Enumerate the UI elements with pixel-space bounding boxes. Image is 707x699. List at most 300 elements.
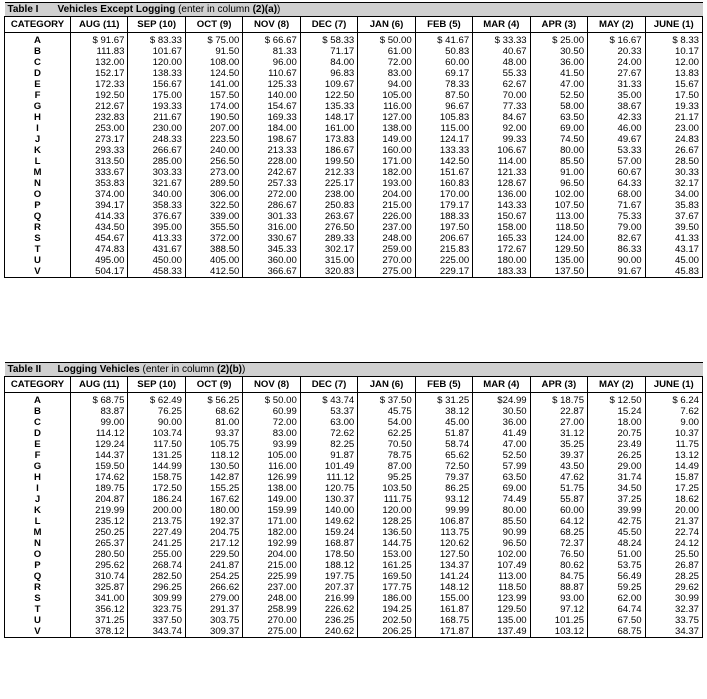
table-row (5, 615, 703, 626)
amount-cell: $ 37.50 (358, 393, 415, 407)
amount-cell: 63.50 (530, 112, 587, 123)
amount-cell: 109.67 (300, 79, 357, 90)
amount-cell: 270.00 (358, 255, 415, 266)
amount-cell: 52.50 (473, 450, 530, 461)
table-note-prefix: (enter in column (142, 364, 218, 375)
category-cell: F (5, 450, 71, 461)
table-row (5, 101, 703, 112)
amount-cell: 91.00 (530, 167, 587, 178)
amount-cell: 289.33 (300, 233, 357, 244)
amount-cell: $ 66.67 (243, 33, 300, 47)
amount-cell: 229.50 (185, 549, 242, 560)
amount-cell: $ 18.75 (530, 393, 587, 407)
category-cell: I (5, 123, 71, 134)
category-cell: J (5, 134, 71, 145)
amount-cell: 149.62 (300, 516, 357, 527)
amount-cell: 168.75 (415, 615, 472, 626)
amount-cell: 240.62 (300, 626, 357, 638)
amount-cell: 248.33 (128, 134, 185, 145)
table-row (5, 527, 703, 538)
amount-cell: 23.00 (645, 123, 702, 134)
amount-cell: 118.50 (473, 582, 530, 593)
amount-cell: 111.75 (358, 494, 415, 505)
table-header-row (5, 17, 703, 33)
table-row (5, 461, 703, 472)
amount-cell: 40.67 (473, 46, 530, 57)
amount-cell: 91.67 (588, 266, 645, 278)
amount-cell: 199.50 (300, 156, 357, 167)
amount-cell: 148.12 (415, 582, 472, 593)
amount-cell: 137.50 (530, 266, 587, 278)
amount-cell: 55.87 (530, 494, 587, 505)
amount-cell: 93.00 (530, 593, 587, 604)
amount-cell: 289.50 (185, 178, 242, 189)
amount-cell: 434.50 (71, 222, 128, 233)
amount-cell: 103.12 (530, 626, 587, 638)
amount-cell: 266.67 (128, 145, 185, 156)
amount-cell: 180.00 (185, 505, 242, 516)
amount-cell: 99.00 (71, 417, 128, 428)
amount-cell: 54.00 (358, 417, 415, 428)
category-cell: V (5, 626, 71, 638)
table-row (5, 538, 703, 549)
amount-cell: 296.25 (128, 582, 185, 593)
amount-cell: 37.25 (588, 494, 645, 505)
amount-cell: 241.87 (185, 560, 242, 571)
amount-cell: 183.33 (473, 266, 530, 278)
amount-cell: 51.00 (588, 549, 645, 560)
amount-cell: 24.00 (588, 57, 645, 68)
amount-cell: 27.67 (588, 68, 645, 79)
category-cell: T (5, 604, 71, 615)
category-cell: N (5, 538, 71, 549)
amount-cell: 153.00 (358, 549, 415, 560)
table-note (143, 364, 246, 375)
amount-cell: 206.67 (415, 233, 472, 244)
column-header: JAN (6) (358, 17, 415, 33)
table-row (5, 560, 703, 571)
amount-cell: 143.33 (473, 200, 530, 211)
category-cell: U (5, 255, 71, 266)
amount-cell: 161.87 (415, 604, 472, 615)
amount-cell: 62.00 (588, 593, 645, 604)
amount-cell: 171.00 (243, 516, 300, 527)
amount-cell: 29.00 (588, 461, 645, 472)
amount-cell: 207.00 (185, 123, 242, 134)
table-row (5, 494, 703, 505)
amount-cell: 75.33 (588, 211, 645, 222)
table-row (5, 604, 703, 615)
category-cell: J (5, 494, 71, 505)
amount-cell: 194.25 (358, 604, 415, 615)
amount-cell: 63.50 (473, 472, 530, 483)
amount-cell: 35.00 (588, 90, 645, 101)
amount-cell: 175.00 (128, 90, 185, 101)
amount-cell: 156.67 (128, 79, 185, 90)
amount-cell: 227.49 (128, 527, 185, 538)
amount-cell: 388.50 (185, 244, 242, 255)
amount-cell: 337.50 (128, 615, 185, 626)
amount-cell: 135.00 (530, 255, 587, 266)
amount-cell: 32.17 (645, 178, 702, 189)
amount-cell: 257.33 (243, 178, 300, 189)
amount-cell: 79.37 (415, 472, 472, 483)
amount-cell: 345.33 (243, 244, 300, 255)
amount-cell: 129.50 (473, 604, 530, 615)
table-row (5, 79, 703, 90)
column-header: AUG (11) (71, 377, 128, 393)
amount-cell: 105.00 (358, 90, 415, 101)
amount-cell: 96.67 (415, 101, 472, 112)
amount-cell: 10.37 (645, 428, 702, 439)
amount-cell: 158.00 (473, 222, 530, 233)
amount-cell: 36.00 (530, 57, 587, 68)
amount-cell: 77.33 (473, 101, 530, 112)
category-cell: R (5, 582, 71, 593)
amount-cell: 101.25 (530, 615, 587, 626)
amount-cell: 93.37 (185, 428, 242, 439)
amount-cell: 13.83 (645, 68, 702, 79)
amount-cell: 138.33 (128, 68, 185, 79)
category-cell: H (5, 472, 71, 483)
amount-cell: 15.24 (588, 406, 645, 417)
table-row (5, 145, 703, 156)
amount-cell: 45.50 (588, 527, 645, 538)
amount-cell: 90.00 (588, 255, 645, 266)
amount-cell: 115.00 (415, 123, 472, 134)
category-cell: S (5, 233, 71, 244)
amount-cell: 34.00 (645, 189, 702, 200)
amount-cell: 353.83 (71, 178, 128, 189)
amount-cell: 45.00 (645, 255, 702, 266)
amount-cell: 74.49 (473, 494, 530, 505)
amount-cell: 127.50 (415, 549, 472, 560)
amount-cell: 124.00 (530, 233, 587, 244)
amount-cell: 55.33 (473, 68, 530, 79)
amount-cell: $ 91.67 (71, 33, 128, 47)
amount-cell: 174.62 (71, 472, 128, 483)
amount-cell: 72.00 (358, 57, 415, 68)
amount-cell: 303.75 (185, 615, 242, 626)
amount-cell: 155.00 (415, 593, 472, 604)
amount-cell: 148.17 (300, 112, 357, 123)
amount-cell: 91.50 (185, 46, 242, 57)
amount-cell: 70.50 (358, 439, 415, 450)
amount-cell: 30.99 (645, 593, 702, 604)
amount-cell: 41.49 (473, 428, 530, 439)
amount-cell: 225.17 (300, 178, 357, 189)
amount-cell: 10.17 (645, 46, 702, 57)
amount-cell: 15.87 (645, 472, 702, 483)
category-cell: I (5, 483, 71, 494)
amount-cell: 81.33 (243, 46, 300, 57)
amount-cell: $ 50.00 (358, 33, 415, 47)
amount-cell: 130.50 (185, 461, 242, 472)
amount-cell: 414.33 (71, 211, 128, 222)
table-label: Table II (7, 364, 42, 375)
amount-cell: 360.00 (243, 255, 300, 266)
amount-cell: 31.12 (530, 428, 587, 439)
amount-cell: 21.37 (645, 516, 702, 527)
table-note-column: (2)(b) (217, 364, 243, 375)
amount-cell: 88.87 (530, 582, 587, 593)
amount-cell: 159.99 (243, 505, 300, 516)
amount-cell: 170.00 (415, 189, 472, 200)
amount-cell: $ 68.75 (71, 393, 128, 407)
amount-cell: 64.12 (530, 516, 587, 527)
amount-cell: 7.62 (645, 406, 702, 417)
amount-cell: 95.25 (358, 472, 415, 483)
amount-cell: 68.25 (530, 527, 587, 538)
amount-cell: 86.33 (588, 244, 645, 255)
amount-cell: 204.00 (358, 189, 415, 200)
amount-cell: 313.50 (71, 156, 128, 167)
amount-cell: 24.12 (645, 538, 702, 549)
table-row (5, 123, 703, 134)
table-row (5, 516, 703, 527)
column-header: MAY (2) (588, 17, 645, 33)
amount-cell: 242.67 (243, 167, 300, 178)
amount-cell: 107.50 (530, 200, 587, 211)
amount-cell: 34.37 (645, 626, 702, 638)
amount-cell: 57.99 (473, 461, 530, 472)
amount-cell: 142.87 (185, 472, 242, 483)
amount-cell: 129.50 (530, 244, 587, 255)
amount-cell: 306.00 (185, 189, 242, 200)
amount-cell: 376.67 (128, 211, 185, 222)
amount-cell: 72.37 (530, 538, 587, 549)
amount-cell: 99.99 (415, 505, 472, 516)
amount-cell: 105.83 (415, 112, 472, 123)
amount-cell: 309.99 (128, 593, 185, 604)
amount-cell: 495.00 (71, 255, 128, 266)
amount-cell: 333.67 (71, 167, 128, 178)
amount-cell: $ 50.00 (243, 393, 300, 407)
amount-cell: 301.33 (243, 211, 300, 222)
amount-cell: 47.62 (530, 472, 587, 483)
amount-cell: 173.83 (300, 134, 357, 145)
amount-cell: 9.00 (645, 417, 702, 428)
amount-cell: 215.00 (243, 560, 300, 571)
amount-cell: 131.25 (128, 450, 185, 461)
amount-cell: 186.67 (300, 145, 357, 156)
amount-cell: 356.12 (71, 604, 128, 615)
table-row (5, 571, 703, 582)
amount-cell: 17.25 (645, 483, 702, 494)
amount-cell: 374.00 (71, 189, 128, 200)
amount-cell: 172.33 (71, 79, 128, 90)
table-row (5, 134, 703, 145)
amount-cell: 103.74 (128, 428, 185, 439)
amount-cell: 105.00 (243, 450, 300, 461)
amount-cell: 82.25 (300, 439, 357, 450)
amount-cell: 92.00 (473, 123, 530, 134)
amount-cell: 235.12 (71, 516, 128, 527)
amount-cell: 96.50 (473, 538, 530, 549)
amount-cell: 111.83 (71, 46, 128, 57)
table-row (5, 68, 703, 79)
column-header: MAR (4) (473, 17, 530, 33)
amount-cell: 167.62 (185, 494, 242, 505)
amount-cell: 144.99 (128, 461, 185, 472)
amount-cell: 41.50 (530, 68, 587, 79)
table-row (5, 626, 703, 638)
amount-cell: 225.99 (243, 571, 300, 582)
amount-cell: 219.99 (71, 505, 128, 516)
category-cell: L (5, 156, 71, 167)
amount-cell: $ 43.74 (300, 393, 357, 407)
amount-cell: 132.00 (71, 57, 128, 68)
amount-cell: 52.50 (530, 90, 587, 101)
amount-cell: 275.00 (358, 266, 415, 278)
category-cell: D (5, 68, 71, 79)
amount-cell: 186.24 (128, 494, 185, 505)
table-title-row (5, 363, 703, 377)
table-row (5, 406, 703, 417)
category-cell: T (5, 244, 71, 255)
amount-cell: 32.37 (645, 604, 702, 615)
column-header: SEP (10) (128, 377, 185, 393)
amount-cell: 84.67 (473, 112, 530, 123)
amount-cell: 114.00 (473, 156, 530, 167)
category-cell: B (5, 406, 71, 417)
amount-cell: 76.25 (128, 406, 185, 417)
amount-cell: 128.67 (473, 178, 530, 189)
amount-cell: 31.74 (588, 472, 645, 483)
table-row (5, 156, 703, 167)
amount-cell: 68.00 (588, 189, 645, 200)
amount-cell: 22.87 (530, 406, 587, 417)
amount-cell: 90.00 (128, 417, 185, 428)
amount-cell: 87.00 (358, 461, 415, 472)
column-header: MAR (4) (473, 377, 530, 393)
amount-cell: 97.12 (530, 604, 587, 615)
amount-cell: 160.00 (358, 145, 415, 156)
amount-cell: 135.00 (473, 615, 530, 626)
amount-cell: 93.99 (243, 439, 300, 450)
amount-cell: 42.75 (588, 516, 645, 527)
amount-cell: 135.33 (300, 101, 357, 112)
amount-cell: 189.75 (71, 483, 128, 494)
amount-cell: 255.00 (128, 549, 185, 560)
amount-cell: 47.00 (473, 439, 530, 450)
amount-cell: 83.87 (71, 406, 128, 417)
amount-cell: 28.50 (645, 156, 702, 167)
amount-cell: 21.17 (645, 112, 702, 123)
amount-cell: 121.33 (473, 167, 530, 178)
category-cell: Q (5, 571, 71, 582)
amount-cell: $ 31.25 (415, 393, 472, 407)
amount-cell: 197.75 (300, 571, 357, 582)
table-row (5, 90, 703, 101)
amount-cell: 504.17 (71, 266, 128, 278)
amount-cell: 20.00 (645, 505, 702, 516)
category-cell: R (5, 222, 71, 233)
amount-cell: 371.25 (71, 615, 128, 626)
amount-cell: 106.87 (415, 516, 472, 527)
amount-cell: 106.67 (473, 145, 530, 156)
amount-cell: 26.67 (645, 145, 702, 156)
table-row (5, 266, 703, 278)
amount-cell: 250.83 (300, 200, 357, 211)
category-cell: V (5, 266, 71, 278)
amount-cell: 200.00 (128, 505, 185, 516)
column-header: NOV (8) (243, 377, 300, 393)
amount-cell: 103.50 (358, 483, 415, 494)
amount-cell: 206.25 (358, 626, 415, 638)
amount-cell: 161.25 (358, 560, 415, 571)
table-title: Vehicles Except Logging (57, 4, 176, 15)
table-row (5, 393, 703, 407)
amount-cell: 202.50 (358, 615, 415, 626)
amount-cell: 116.00 (358, 101, 415, 112)
amount-cell: 35.25 (530, 439, 587, 450)
amount-cell: 240.00 (185, 145, 242, 156)
amount-cell: 128.25 (358, 516, 415, 527)
amount-cell: 341.00 (71, 593, 128, 604)
amount-cell: 144.37 (71, 450, 128, 461)
amount-cell: 120.75 (300, 483, 357, 494)
amount-cell: 237.00 (358, 222, 415, 233)
amount-cell: $24.99 (473, 393, 530, 407)
amount-cell: 13.12 (645, 450, 702, 461)
amount-cell: 150.67 (473, 211, 530, 222)
amount-cell: 263.67 (300, 211, 357, 222)
amount-cell: 134.37 (415, 560, 472, 571)
category-cell: G (5, 101, 71, 112)
amount-cell: 56.49 (588, 571, 645, 582)
amount-cell: 84.75 (530, 571, 587, 582)
amount-cell: 458.33 (128, 266, 185, 278)
amount-cell: 38.67 (588, 101, 645, 112)
amount-cell: 142.50 (415, 156, 472, 167)
amount-cell: 226.62 (300, 604, 357, 615)
amount-cell: 303.33 (128, 167, 185, 178)
amount-cell: 343.74 (128, 626, 185, 638)
amount-cell: 30.33 (645, 167, 702, 178)
category-cell: U (5, 615, 71, 626)
amount-cell: 279.00 (185, 593, 242, 604)
amount-cell: $ 6.24 (645, 393, 702, 407)
amount-cell: 310.74 (71, 571, 128, 582)
amount-cell: 17.50 (645, 90, 702, 101)
amount-cell: $ 75.00 (185, 33, 242, 47)
table-row (5, 222, 703, 233)
amount-cell: 275.00 (243, 626, 300, 638)
amount-cell: 248.00 (358, 233, 415, 244)
amount-cell: 51.87 (415, 428, 472, 439)
column-header: JAN (6) (358, 377, 415, 393)
category-cell: K (5, 145, 71, 156)
column-header: CATEGORY (5, 377, 71, 393)
amount-cell: 63.00 (300, 417, 357, 428)
amount-cell: 107.49 (473, 560, 530, 571)
table-title-row (5, 3, 703, 17)
amount-cell: 101.67 (128, 46, 185, 57)
amount-cell: 113.00 (473, 571, 530, 582)
amount-cell: 127.00 (358, 112, 415, 123)
amount-cell: 192.37 (185, 516, 242, 527)
table-row (5, 255, 703, 266)
amount-cell: 204.00 (243, 549, 300, 560)
amount-cell: 43.17 (645, 244, 702, 255)
amount-cell: 53.33 (588, 145, 645, 156)
table-row (5, 211, 703, 222)
amount-cell: 48.24 (588, 538, 645, 549)
amount-cell: 198.67 (243, 134, 300, 145)
amount-cell: 136.00 (473, 189, 530, 200)
amount-cell: 24.83 (645, 134, 702, 145)
